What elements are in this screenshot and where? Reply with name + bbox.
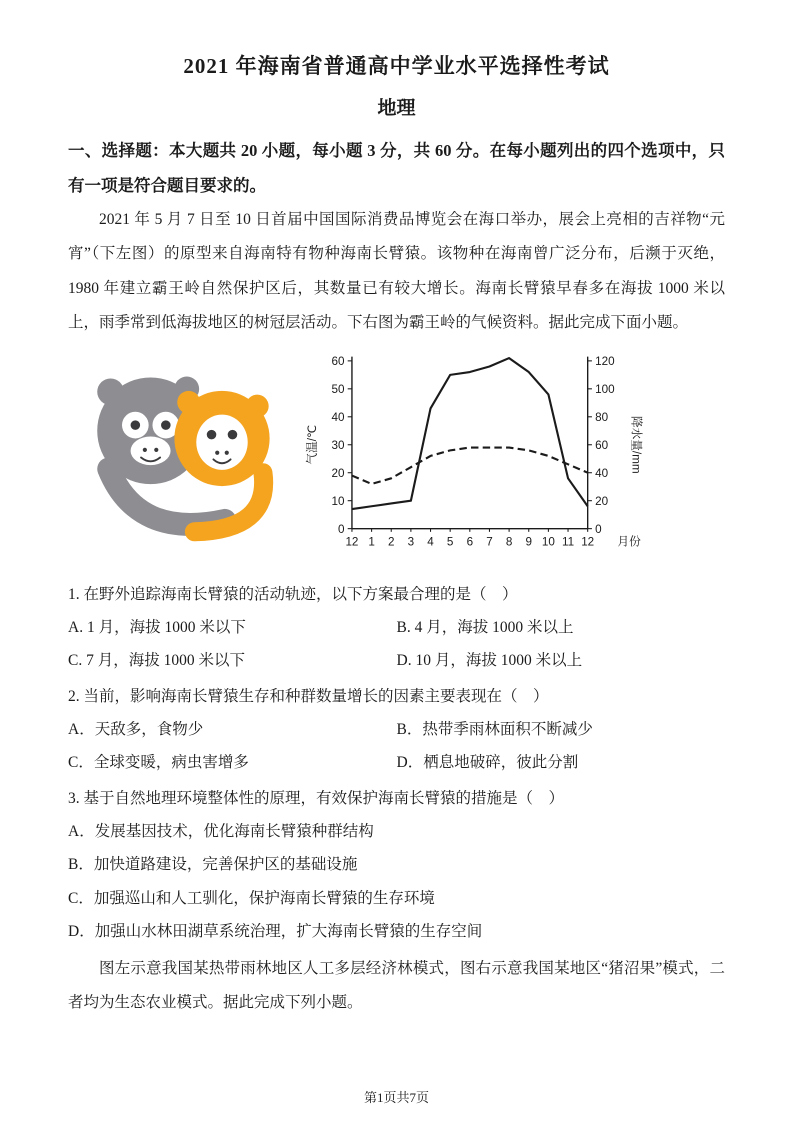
mascot-figure: [82, 360, 287, 560]
orange-gibbon-head: [174, 391, 269, 486]
subject-title: 地理: [377, 98, 416, 120]
svg-text:20: 20: [595, 494, 609, 508]
gray-gibbon-eye: [131, 420, 141, 430]
question-1-option-c: C. 7 月，海拔 1000 米以下: [68, 652, 245, 670]
mascot-gibbons-image: [82, 360, 282, 555]
svg-text:60: 60: [595, 438, 609, 452]
svg-text:3: 3: [407, 535, 415, 549]
question-1-option-a: A. 1 月，海拔 1000 米以下: [68, 619, 246, 637]
question-2-stem: 2. 当前，影响海南长臂猿生存和种群数量增长的因素主要表现在（ ）: [68, 687, 549, 705]
climate-chart: [303, 346, 643, 569]
svg-text:120: 120: [595, 354, 615, 368]
question-2-option-d: D．栖息地破碎，彼此分割: [396, 754, 579, 772]
orange-gibbon-eye: [228, 430, 238, 440]
page-title: 2021 年海南省普通高中学业水平选择性考试: [183, 54, 610, 78]
svg-text:9: 9: [525, 535, 532, 549]
question-3-option-a: A．发展基因技术，优化海南长臂猿种群结构: [68, 822, 374, 840]
svg-text:4: 4: [427, 535, 434, 549]
svg-text:12: 12: [581, 535, 595, 549]
svg-text:0: 0: [595, 522, 602, 536]
question-3: [68, 782, 725, 949]
svg-text:2: 2: [387, 535, 395, 549]
question-1-options: [68, 611, 725, 678]
orange-gibbon-eye: [207, 430, 217, 440]
question-2-options: [68, 713, 725, 780]
svg-text:11: 11: [561, 535, 575, 549]
question-3-option-d: D．加强山水林田湖草系统治理，扩大海南长臂猿的生存空间: [68, 922, 483, 940]
section-heading: 一、选择题：本大题共 20 小题，每小题 3 分，共 60 分。在每小题列出的四个选项中，只有一项是符合题目要求的。: [68, 141, 725, 195]
svg-text:40: 40: [595, 466, 609, 480]
figure-row: [68, 346, 725, 574]
svg-text:6: 6: [466, 535, 474, 549]
page-footer: 第1页共7页: [363, 1090, 429, 1105]
question-1: [68, 578, 725, 678]
question-3-stem: 3. 基于自然地理环境整体性的原理，有效保护海南长臂猿的措施是（ ）: [68, 789, 565, 807]
passage-2: 图左示意我国某热带雨林地区人工多层经济林模式，图右示意我国某地区“猪沼果”模式，二者均为生态农业模式。据此完成下列小题。: [68, 960, 725, 1012]
question-2-option-a: A．天敌多，食物少: [68, 720, 204, 738]
svg-text:12: 12: [345, 535, 359, 549]
svg-text:降水量/mm: 降水量/mm: [629, 415, 643, 474]
svg-text:气温/℃: 气温/℃: [305, 424, 319, 465]
climate-chart-figure: [303, 346, 643, 574]
question-1-option-b: B. 4 月，海拔 1000 米以上: [396, 619, 574, 637]
question-3-options: [68, 815, 725, 948]
svg-text:7: 7: [486, 535, 493, 549]
question-3-option-b: B．加快道路建设，完善保护区的基础设施: [68, 856, 358, 874]
question-1-option-d: D. 10 月，海拔 1000 米以上: [396, 652, 583, 670]
svg-text:月份: 月份: [617, 535, 641, 549]
svg-text:10: 10: [331, 494, 345, 508]
svg-text:8: 8: [505, 535, 513, 549]
svg-text:20: 20: [331, 466, 345, 480]
svg-text:40: 40: [331, 410, 345, 424]
svg-text:30: 30: [331, 438, 345, 452]
gray-gibbon-eye: [161, 420, 171, 430]
svg-text:60: 60: [331, 354, 345, 368]
question-3-option-c: C．加强巡山和人工驯化，保护海南长臂猿的生存环境: [68, 889, 435, 907]
svg-text:10: 10: [541, 535, 555, 549]
question-2: [68, 680, 725, 780]
question-2-option-c: C．全球变暖，病虫害增多: [68, 754, 249, 772]
svg-text:80: 80: [595, 410, 609, 424]
svg-text:0: 0: [338, 522, 345, 536]
svg-text:5: 5: [446, 535, 454, 549]
passage-1: 2021 年 5 月 7 日至 10 日首届中国国际消费品博览会在海口举办，展会上亮相的吉祥物“元宵”（下左图）的原型来自海南特有物种海南长臂猿。该物种在海南曾广泛分布，后濒于灭绝，1980 年建立霸王岭自然保护区后，其数量已有较大增长。海南长臂猿早春多在海拔 1000 米以上，雨季常到低海拔地区的树冠层活动。下右图为霸王岭的气候资料。据此完成下面小题。: [68, 211, 725, 331]
svg-text:50: 50: [331, 382, 345, 396]
question-2-option-b: B．热带季雨林面积不断减少: [396, 720, 593, 738]
svg-text:100: 100: [595, 382, 615, 396]
question-1-stem: 1. 在野外追踪海南长臂猿的活动轨迹，以下方案最合理的是（ ）: [68, 585, 518, 603]
svg-text:1: 1: [368, 535, 375, 549]
